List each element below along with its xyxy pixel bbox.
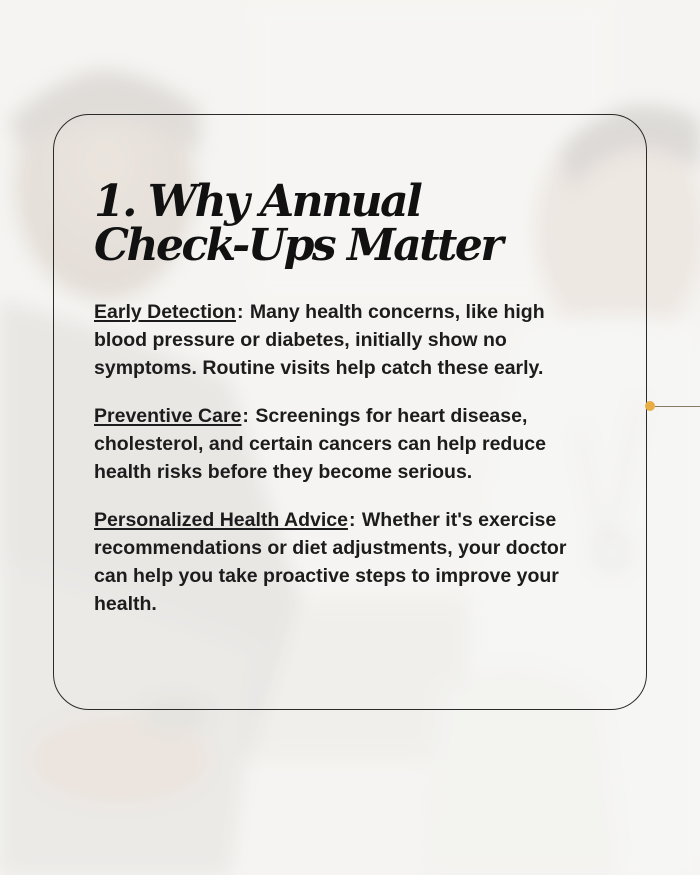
point-separator: : <box>348 509 356 531</box>
point-separator: : <box>242 405 249 427</box>
accent-dot <box>645 401 655 411</box>
point-text: Screenings for heart disease, cholesterol, and certain cancers can help reduce health risks before they become serious. <box>94 405 546 483</box>
point-separator: : <box>236 301 244 323</box>
points-list <box>94 298 589 638</box>
point-text: Whether it's exercise recommendations or diet adjustments, your doctor can help you take proactive steps to improve your health. <box>94 509 567 615</box>
point-label: Personalized Health Advice <box>94 509 348 531</box>
point-label: Preventive Care <box>94 405 242 427</box>
point-preventive-care <box>94 402 589 486</box>
page-title: 1. Why Annual Check-Ups Matter <box>94 176 502 271</box>
point-early-detection <box>94 298 589 382</box>
side-connector-line <box>655 406 700 407</box>
point-personalized-health-advice <box>94 506 589 618</box>
point-label: Early Detection <box>94 301 236 323</box>
point-text: Many health concerns, like high blood pressure or diabetes, initially show no symptoms. Routine visits help catch these early. <box>94 301 545 379</box>
